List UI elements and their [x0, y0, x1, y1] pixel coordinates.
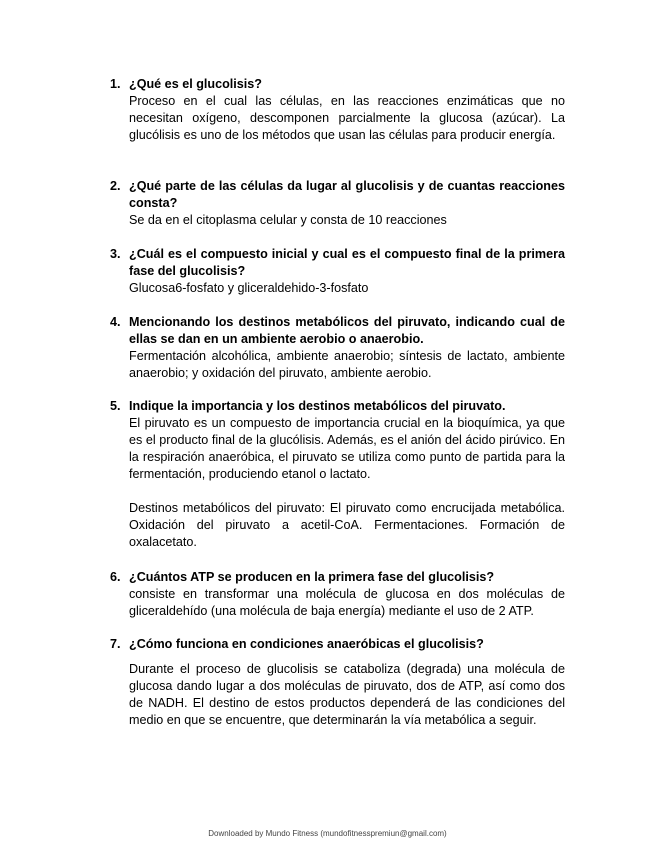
- question-item-6: [110, 569, 565, 620]
- question-title: ¿Cuántos ATP se producen en la primera fase del glucolisis?: [129, 570, 495, 584]
- download-footer: Downloaded by Mundo Fitness (mundofitnesspremiun@gmail.com): [208, 829, 447, 838]
- question-title: ¿Cómo funciona en condiciones anaeróbicas el glucolisis?: [129, 637, 484, 651]
- question-answer: Glucosa6-fosfato y gliceraldehido-3-fosfato: [129, 281, 369, 295]
- question-title: ¿Qué parte de las células da lugar al glucolisis y de cuantas reacciones consta?: [129, 179, 565, 210]
- question-item-5: [110, 398, 565, 551]
- question-title: Mencionando los destinos metabólicos del piruvato, indicando cual de ellas se dan en un ambiente aerobio o anaerobio.: [129, 315, 565, 346]
- question-number: 1.: [110, 77, 121, 91]
- question-answer: El piruvato es un compuesto de importancia crucial en la bioquímica, ya que es el producto final de la glucólisis. Además, es el anión del ácido pirúvico. En la respiración anaeróbica, el piruvato se utiliza como punto de partida para la fermentación, produciendo etanol o lactato.: [129, 416, 565, 481]
- question-answer: Durante el proceso de glucolisis se cataboliza (degrada) una molécula de glucosa dando lugar a dos moléculas de piruvato, dos de ATP, así como dos de NADH. El destino de estos productos dependerá de las condiciones del medio en que se encuentre, que determinarán la vía metabólica a seguir.: [129, 662, 565, 727]
- question-answer: Fermentación alcohólica, ambiente anaerobio; síntesis de lactato, ambiente anaerobio; y oxidación del piruvato, ambiente aerobio.: [129, 349, 565, 380]
- question-answer: consiste en transformar una molécula de glucosa en dos moléculas de gliceraldehído (una molécula de baja energía) mediante el uso de 2 ATP.: [129, 587, 565, 618]
- question-number: 7.: [110, 637, 121, 651]
- question-title: ¿Qué es el glucolisis?: [129, 77, 262, 91]
- question-answer-secondary: Destinos metabólicos del piruvato: El piruvato como encrucijada metabólica. Oxidación del piruvato a acetil-CoA. Fermentaciones. Formación de oxalacetato.: [129, 501, 565, 549]
- question-item-1: [110, 76, 565, 144]
- question-number: 5.: [110, 399, 121, 413]
- question-answer: Proceso en el cual las células, en las reacciones enzimáticas que no necesitan oxígeno, descomponen parcialmente la glucosa (azúcar). La glucólisis es uno de los métodos que usan las células para producir energía.: [129, 94, 565, 142]
- question-number: 4.: [110, 315, 121, 329]
- question-item-3: [110, 246, 565, 297]
- question-item-4: [110, 314, 565, 382]
- question-number: 6.: [110, 570, 121, 584]
- question-title: ¿Cuál es el compuesto inicial y cual es el compuesto final de la primera fase del glucolisis?: [129, 247, 565, 278]
- question-number: 2.: [110, 179, 121, 193]
- question-item-2: [110, 178, 565, 229]
- question-title: Indique la importancia y los destinos metabólicos del piruvato.: [129, 399, 506, 413]
- question-number: 3.: [110, 247, 121, 261]
- question-answer: Se da en el citoplasma celular y consta de 10 reacciones: [129, 213, 447, 227]
- question-item-7: [110, 636, 565, 729]
